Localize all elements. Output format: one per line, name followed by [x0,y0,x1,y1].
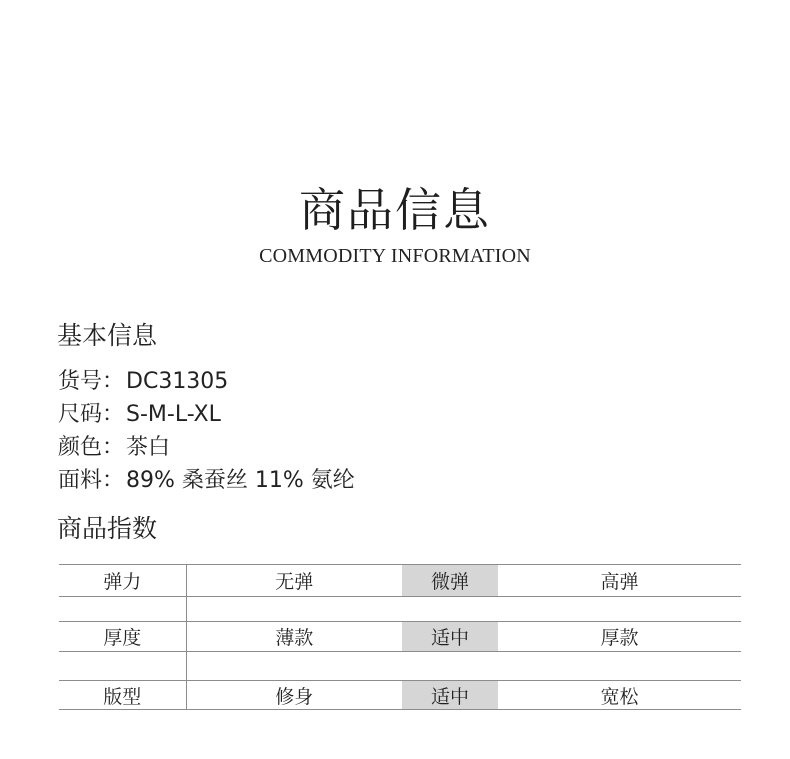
info-label: 颜色： [58,435,125,460]
index-spacer-row [59,652,741,681]
info-line-size [58,401,221,429]
spacer-cell [59,652,186,681]
product-index-heading: 商品指数 [57,514,158,543]
index-option-selected: 微弹 [402,565,498,597]
page-subtitle: COMMODITY INFORMATION [259,245,531,267]
info-value: S-M-L-XL [126,402,221,427]
index-option: 高弹 [498,565,741,597]
spacer-cell [186,597,741,622]
index-row-fit [59,681,741,710]
index-option-selected: 适中 [402,681,498,710]
product-index-table [59,564,741,710]
index-spacer-row [59,597,741,622]
index-row-thickness [59,622,741,652]
spacer-cell [59,597,186,622]
index-option: 无弹 [186,565,402,597]
index-option-selected: 适中 [402,622,498,652]
info-line-fabric [58,467,355,495]
index-option: 修身 [186,681,402,710]
index-option: 宽松 [498,681,741,710]
index-row-label: 厚度 [59,622,186,652]
spacer-cell [186,652,741,681]
index-option: 薄款 [186,622,402,652]
info-value: 茶白 [126,435,171,460]
page-title: 商品信息 [299,183,491,237]
info-label: 面料： [58,468,125,493]
index-row-elasticity [59,565,741,597]
info-value: 89% 桑蚕丝 11% 氨纶 [126,468,355,493]
index-row-label: 弹力 [59,565,186,597]
basic-info-heading: 基本信息 [57,321,158,350]
index-row-label: 版型 [59,681,186,710]
info-value: DC31305 [126,369,229,394]
info-label: 尺码： [58,402,125,427]
info-label: 货号： [58,369,125,394]
index-option: 厚款 [498,622,741,652]
info-line-color [58,434,170,462]
info-line-sku [58,368,228,396]
